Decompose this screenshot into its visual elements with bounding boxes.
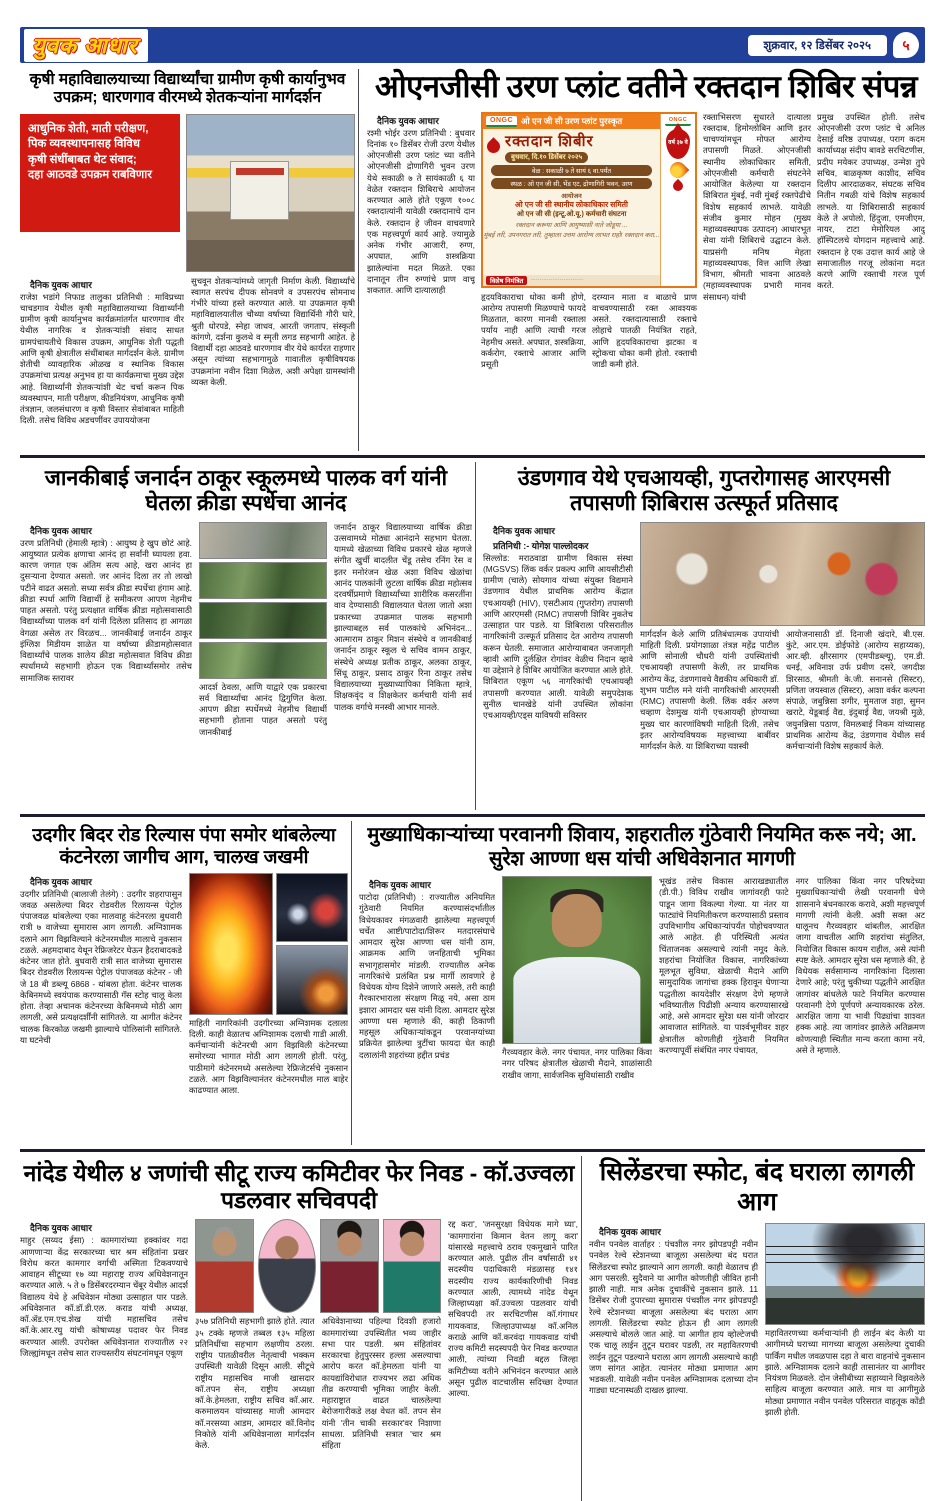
article-column: सुचवून शेतकऱ्यांमध्ये जागृती निर्माण केली. विद्यार्थ्यांचे स्वागत सरपंच दीपक सोनवणे व उपसरपंच सोमनाथ गंभीरे यांच्या हस्ते करण्यात आले. या उपक्रमात कृषी महाविद्यालयातील चौथ्या वर्षाच्या विद्यार्थिनी गौरी घारे, श्रुती धोरपडे, स्नेहा जाधव, आरती जगताप, संस्कृती कांगणे, दर्शना कुलथे व स्मृती लगड सहभागी आहेत. हे विद्यार्थी दहा आठवडे धारणगाव वीर येथे कार्यरत राहणार असून त्यांच्या सहभागामुळे गावातील कृषीविषयक उपक्रमांना नवीन दिशा मिळेल, अशी अपेक्षा ग्रामस्थांनी व्यक्त केली. xyxy=(191,275,356,387)
masthead xyxy=(20,27,925,63)
sports-photo-4 xyxy=(199,642,327,679)
article-column: आयोजनासाठी डॉ. दिनाजी खंदारे, बी.एस. कुंटे, आर.एम. डोईफोडे (आरोग्य सहाय्यक), आर.व्ही. क्षीरसागर (एमपीडब्ल्यू), एम.डी. धनई, अविनाश उर्फ प्रवीण दसरे, जगदीश शिरसाठ, श्रीमती के.जी. सनानसे (सिस्टर), प्रणिता जयस्वाल (सिस्टर), आशा वर्कर कल्पना संपाळे, जबुन्निसा शगीर, मुमताज शहा, सुमन खराटे, येडूबाई वैद्य, इंदुबाई वैद्य, जयश्री मुळे, जयुनन्निसा पठाण, विमलबाई निकम यांच्यासह प्राथमिक आरोग्य केंद्र, उंडणगाव येथील सर्व कर्मचाऱ्यांनी विशेष सहकार्य केले. xyxy=(786,628,925,752)
paper-name-line: दैनिक युवक आधार xyxy=(30,1223,92,1234)
poster-time: वेळ : सकाळी ७ ते सायं ६ वा.पर्यंत xyxy=(491,165,652,176)
article-column: दरम्यान माता व बाळाचे प्राण वाचवण्यासाठी रक्त आवश्यक असते. रक्तदात्यासाठी रक्ताचे लोहाचे पातळी नियंत्रित राहते, आणि हृदयविकाराचा झटका व स्ट्रोकचा धोका कमी होतो. रक्ताची जाडी कमी होते. xyxy=(592,291,697,370)
article-column: उरण प्रतिनिधी (हेमाली म्हात्रे) : आयुष्य हे खुप छोटं आहे. आयुष्यात प्रत्येक क्षणाचा आनंद हा सर्वांनी घ्यायला हवा. कारण जगात एक अंतिम सत्य आहे, खरा आनंद हा दुसऱ्याना देण्यात असतो. जर आनंद दिला तर तो लाखो पटीने वाढत असतो. सध्या सर्वत्र क्रीडा स्पर्धेचा हंगाम आहे. क्रीडा स्पर्धा आणि विद्यार्थी हे समीकरण आपण नेहमीच पाहत असतो. परंतु प्रत्यक्षात वार्षिक क्रीडा महोत्सवासाठी विद्यार्थ्यांच्या पालक वर्ग यांनी दिलेला प्रतिसाद हा आगळा वेगळा असेल तर विरळच... जानकीबाई जनार्दन ठाकूर इंग्लिश मिडीयम शाळेत या वर्षाच्या क्रीडामहोत्सवात विद्यार्थ्यांचे पालक शालेय क्रीडा महोत्सवात विविध क्रीडा स्पर्धांमध्ये सहभागी होऊन एक विद्यार्थ्यांसमोर तसेच सामाजिक स्तरावर xyxy=(20,537,192,683)
article-column: मार्गदर्शन केले आणि प्रतिबंधात्मक उपायांची माहिती दिली. प्रयोगशाळा तंत्रज्ञ महेंद्र पाटील आणि सोनाली चौधरी यांनी उपस्थितांची एचआयव्ही तपासणी केली, तर प्राथमिक आरोग्य केंद्र, उंडणगावचे वैद्यकीय अधिकारी डॉ. शुभम पाटील मने यांनी नागरिकांची आरएमसी (RMC) तपासणी केली. लिंक वर्कर अरुण चव्हाण देशमुख यांनी एचआयव्ही होण्याच्या मुख्य चार कारणांविषयी माहिती दिली, तसेच इतर आरोग्यविषयक महत्त्वाच्या बाबींवर मार्गदर्शन केले. या शिबिराच्या यशस्वी xyxy=(640,628,779,752)
article-container-fire xyxy=(20,821,348,1145)
banner-in-photo xyxy=(230,161,289,219)
page-number-badge: ५ xyxy=(893,32,919,58)
sports-photo-1 xyxy=(199,522,327,559)
sports-photo-2 xyxy=(199,562,327,599)
paper-name-line: दैनिक युवक आधार xyxy=(377,115,439,126)
flame-icon xyxy=(667,158,690,181)
mla-portrait-photo xyxy=(502,876,652,1044)
leader-headshot-4 xyxy=(383,1219,442,1313)
article-column: उदगीर प्रतिनिधी (बालाजी तेलंगे) : उदगीर शहरापासुन जवळ असलेल्या बिदर रोडवरील रिलायन्स पेट्रोल पंपाजवळ थांबलेल्या एका मालवाहू कंटेनरला बुधवारी रात्री ७ वाजेच्या सुमारास आग लागली. अग्निशामक दलाने आग विझविल्याने कंटेनरमधील मालाचे नुकसान टळले. अहमदाबाद येथून रेफ्रिजरेटर घेऊन हैदराबादकडे कंटेनर जात होते. बुधवारी रात्री सात वाजेच्या सुमारास बिदर रोडवरील रिलायन्स पेट्रोल पंपाजवळ कंटेनर - जी जे 18 बी डब्ल्यू 6868 - थांबला होता. कंटेनर चालक केबिनमध्ये स्वयंपाक करण्यासाठी गॅस स्टोह चालू केला होता. तेव्हा अचानक कंटेनरच्या केबिनमध्ये मोठी आग लागली, असे प्रत्यक्षदर्शींनी सांगितले. या आगीत कंटेनर चालक किरकोळ जखमी झाल्याचे पोलिसांनी सांगितले. या घटनेची xyxy=(20,888,182,1045)
column-divider xyxy=(358,69,359,451)
article-headline: उंडणगाव येथे एचआयव्ही, गुप्तरोगासह आरएमसी तपासणी शिबिरास उत्स्फूर्त प्रतिसाद xyxy=(517,466,891,516)
power-lines xyxy=(766,1246,924,1247)
article-agri-program xyxy=(20,69,355,451)
anniversary-drop-badge: वर्ष ३७ वे xyxy=(666,129,690,159)
poster-note: मुंबई तरी, उपनगरात तरी, तुम्हाला उत्तम आरोग्य लाभत राहो! रक्तदान करा... xyxy=(483,231,660,239)
article-school-sports xyxy=(20,462,472,810)
fire-truck-night-photo xyxy=(276,873,348,943)
poster-venue: स्थळ : ओ एन जी सी, भेंड एट, द्रोणागिरी भवन, उरण xyxy=(491,178,652,189)
column-divider xyxy=(351,821,352,1145)
poster-date: बुधवार, दि.१० डिसेंबर २०२५ xyxy=(505,152,588,163)
article-headline: मुख्याधिकाऱ्यांच्या परवानगी शिवाय, शहरातील गुंठेवारी नियमित करू नये; आ. सुरेश आण्णा धस यांची अधिवेशनात मागणी xyxy=(367,824,917,870)
article-column: रक्ताभिसरण सुधारते दात्याला रक्तदाब, हिमोग्लोबिन आणि इतर चाचण्यांमधून मोफत आरोग्य तपासणी मिळते. ओएनजीसी स्थानीय लोकाधिकार समिती, ओएनजीसी कर्मचारी संघटनेने आयोजित केलेल्या या रक्तदान शिबिरात मुंबई, नवी मुंबई रक्तपेढीचे विशेष सहकार्य लाभले. यावेळी संजीव कुमार मोहन (मुख्य महाव्यवस्थापक उत्पादन) आधारभूत सेवा यांनी शिबिराचे उद्घाटन केले. याप्रसंगी मनिष मेहता महाव्यवस्थापक, वित्त आणि लेखा विभाग, श्रीमती भावना आठवले (महाव्यवस्थापक प्रभारी मानव संसाधन) यांची xyxy=(703,111,811,302)
article-cylinder-blast xyxy=(589,1156,925,1501)
portrait-shirt xyxy=(513,957,640,1043)
portrait-face xyxy=(552,894,602,947)
leader-headshot-1 xyxy=(195,1219,254,1313)
article-column: भूखंड तसेच विकास आराखड्यातील (डी.पी.) विविध राखीव जागांवरही फाटे पाडून जागा विकल्या गेल्या. या नंतर या फाट्यांचे नियमितीकरण करण्यासाठी प्रस्ताव उपविभागीय अधिकाऱ्यांपर्यंत पोहोचवण्यात आले आहेत. ही परिस्थिती अत्यंत चिंताजनक असल्याचे त्यांनी नमूद केले. शहरांचा नियोजित विकास, नागरिकांच्या मूलभूत सुविधा, खेळाची मैदाने आणि सामुदायिक जागांचा हक्क हिरावून घेणाऱ्या पद्धतीला कायदेशीर संरक्षण देणे म्हणजे भविष्यातील पिढीशी अन्याय करण्यासारखे आहे, असे आमदार सुरेश धस यांनी जोरदार आवाजात सांगितले. या पार्श्वभूमीवर शहर क्षेत्रातील कोणतीही गुंठेवारी नियमित करण्यापूर्वी संबंधित नगर पंचायत, xyxy=(659,876,789,1055)
section-rule xyxy=(20,1149,925,1152)
newspaper-logo xyxy=(24,29,148,62)
paper-name-line: दैनिक युवक आधार xyxy=(30,876,92,887)
article-column: ३५७ प्रतिनिधी सहभागी झाले होते. त्यात ३५ टक्के म्हणजे तब्बल १३५ महिला प्रतिनिधींचा सहभाग लक्षणीय ठरला. राष्ट्रीय पातळीवरील नेतृत्वाची भक्कम उपस्थिती यावेळी दिसून आली. सीटूचे राष्ट्रीय महासचिव माजी खासदार कॉ.तपन सेन, राष्ट्रीय अध्यक्षा कॉ.के.हेमलता, राष्ट्रीय सचिव कॉ.आर. करुमालयन यांच्यासह माजी आमदार कॉ.नरसय्या आडम, आमदार कॉ.विनोद निकोले यांनी अधिवेशनाला मार्गदर्शन केले. xyxy=(195,1316,315,1450)
container-fire-photo xyxy=(189,873,273,1015)
article-headline: कृषी महाविद्यालयाच्या विद्यार्थ्यांचा ग्रामीण कृषी कार्यानुभव उपक्रम; धारणगाव वीरमध्ये शेतकऱ्यांना मार्गदर्शन xyxy=(29,71,346,107)
article-column: पाटोदा (प्रतिनिधी) : राज्यातील अनियमित गुंठेवारी नियमित करण्यासंदर्भातील विधेयकावर मंगळवारी झालेल्या महत्त्वपूर्ण चर्चेत आष्टी/पाटोदा/शिरूर मतदारसंघाचे आमदार सुरेश आण्णा धस यांनी ठाम, आक्रमक आणि जनहिताची भूमिका सभागृहासमोर मांडली. राज्यातील अनेक नागरिकांचे प्रलंबित प्रश्न मार्गी लावणारे हे विधेयक योग्य दिशेने जाणारे असले, तरी काही गैरकारभाराला संरक्षण मिळू नये, असा ठाम इशारा आमदार धस यांनी दिला. आमदार सुरेश आण्णा धस म्हणाले की, काही ठिकाणी महसूल अधिकाऱ्यांकडून परवानग्यांच्या प्रक्रियेत झालेल्या त्रुटींचा फायदा घेत काही दलालांनी शहरांच्या हद्दीत प्रचंड xyxy=(359,892,495,1060)
paper-name-line: दैनिक युवक आधार xyxy=(30,279,92,290)
article-column: नवीन पनवेल वार्ताहर : पंचशील नगर झोपडपट्टी नवीन पनवेल रेल्वे स्टेशनच्या बाजूला असलेल्या बंद घरात सिलेंडरचा स्फोट झाल्याने आग लागली. काही वेळातच ही आग पसरली. सुदैवाने या आगीत कोणतीही जीवित हानी झाली नाही. मात्र अनेक दुचाकींचे नुकसान झाले. 11 डिसेंबर रोजी दुपारच्या सुमारास पंचशील नगर झोपडपट्टी रेल्वे स्टेशनच्या बाजूला असलेल्या बंद घराला आग लागली. सिलेंडरचा स्फोट होऊन ही आग लागली असल्याचे बोलले जात आहे. या आगीत हाय व्होल्टेजची एक चालू लाईन तुटून घरावर पडली, तर महावितरणची लाईन तुटून पडल्याने घराला आग लागली असल्याचे काही जण सांगत आहेत. त्यानंतर मोठ्या प्रमाणात आग भडकली. यावेळी नवीन पनवेल अग्निशामक दलाच्या दोन गाड्या घटनास्थळी दाखल झाल्या. xyxy=(589,1239,758,1396)
edition-date: शुक्रवार, १२ डिसेंबर २०२५ xyxy=(748,35,887,56)
article-column: रश्मी भोईर उरण प्रतिनिधी : बुधवार दिनांक १० डिसेंबर रोजी उरण येथील ओएनजीसी उरण प्लांट च्या वतीने ओएनजीसी द्रोणागिरी भुवन उरण येथे सकाळी ७ ते सायंकाळी ६ या वेळेत रक्तदान शिबिराचे आयोजन करण्यात आले होते एकूण १००८ रक्तदात्यांनी यावेळी रक्तदानाचे दान केले. रक्तदान हे जीवन वाचवणारे एक महत्त्वपूर्ण कार्य आहे. ज्यामुळे अनेक गंभीर आजारी, रुग्ण, अपघात, आणि शस्त्रक्रिया झालेल्यांना मदत मिळते. एका दानातून तीन रुग्णांचे प्राण वाचू शकतात. आणि दात्यालाही xyxy=(367,127,475,296)
agri-group-photo xyxy=(186,114,355,272)
article-headline: उदगीर बिदर रोड रिल्यास पंपा समोर थांबलेल्या कंटनेरला जागीच आग, चालख जखमी xyxy=(32,824,336,867)
column-divider xyxy=(581,1156,582,1501)
poster-footer-smallprint: ····························· xyxy=(530,277,584,284)
article-column: माहिती नागरिकांनी उदगीरच्या अग्निशमक दलाला दिली. काही वेळातच अग्निशामक दलाची गाडी आली. कर्मचाऱ्यांनी कंटेनरची आग विझविली कंटेनरच्या समोरच्या भागात मोठी आग लागली होती. परंतु, पाठीमागे कंटेनरमध्ये असलेल्या रेफ्रिजेटर्सचे नुकसान टळले. आग विझविल्यानंतर कंटेनरमधील माल बाहेर काढण्यात आला. xyxy=(189,1017,348,1096)
article-hiv-camp xyxy=(483,462,925,810)
poster-note: रक्तदान करूया आणि आयुष्याशी नाते जोडूया ... xyxy=(515,221,628,229)
poster-sponsor-line: ओ एन जी सी उरण प्लांट पुरस्कृत xyxy=(521,115,623,126)
article-column: माहुर (सय्यद ईसा) : कामगारांच्या हक्कांवर गदा आणणाऱ्या केंद्र सरकारच्या चार श्रम संहितांना प्रखर विरोध करत कामगार वर्गाची अस्मिता टिकवण्याचे आवाहन सीटूच्या १७ व्या महाराष्ट्र राज्य अधिवेशनातून करण्यात आले. ५ ते ७ डिसेंबरदरम्यान चेंबूर येथील आदर्श विद्यालय येथे हे अधिवेशन मोठ्या उत्साहात पार पडले. अधिवेशनात कॉ.डॉ.डी.एल. कराड यांची अध्यक्ष, कॉ.ॲड.एम.एच.शेख यांची महासचिव तसेच कॉ.के.आर.रघु यांची कोषाध्यक्ष पदावर फेर निवड करण्यात आली. उपरोक्त अधिवेशनात राज्यातील २२ जिल्ह्यांमधून तसेच सात राज्यस्तरीय संघटनांमधून एकूण xyxy=(20,1235,188,1358)
poster-side-strip xyxy=(660,114,695,286)
paper-name-line: दैनिक युवक आधार xyxy=(599,1227,661,1237)
article-headline: जानकीबाई जनार्दन ठाकूर स्कूलमध्ये पालक वर्ग यांनी घेतला क्रीडा स्पर्धेचा आनंद xyxy=(44,466,448,516)
article-column: सिल्लोड: मराठवाडा ग्रामीण विकास संस्था (MGSVS) लिंक वर्कर प्रकल्प आणि आयसीटीसी ग्रामीण (चाले) सोयगाव यांच्या संयुक्त विद्यमाने उंडणगाव येथील प्राथमिक आरोग्य केंद्रात एचआयव्ही (HIV), एसटीआय (गुप्तरोग) तपासणी आणि आरएमसी (RMC) तपासणी शिबिर नुकतेच उत्साहात पार पडले. या शिबिराला परिसरातील नागरिकांनी उत्स्फूर्त प्रतिसाद देत आरोग्य तपासणी करून घेतली. समाजात आरोग्याबाबत जनजागृती व्हावी आणि दुर्लक्षित रोगांवर वेळीच निदान व्हावे या उद्देशाने हे शिबिर आयोजित करण्यात आले होते. शिबिरात एकूण ५६ नागरिकांची एचआयव्ही तपासणी करण्यात आली. यावेळी समुपदेशक सुनील चानखेडे यांनी उपस्थित लोकांना एचआयव्ही/एड्स याविषयी सविस्तर xyxy=(483,552,633,721)
article-column: आदर्श ठेवला, आणि याद्वारे एक प्रकारचा सर्व विद्यार्थ्यांचा आनंद द्विगुणित केला. आपण क्रीडा स्पर्धेमध्ये नेहमीच विद्यार्थी सहभागी होताना पाहत असतो परंतु जानकीबाई xyxy=(199,681,327,737)
article-column: जनार्दन ठाकूर विद्यालयाच्या वार्षिक क्रीडा उत्सवामध्ये मोठ्या आनंदाने सहभाग घेतला. यामध्ये खेळाच्या विविध प्रकारचे खेळ म्हणजे संगीत खुर्ची बादलीत चेंडू तसेच रनिंग रेस व इतर मनोरंजन खेळ अशा विविध खेळांचा आनंद पालकांनी लुटला वार्षिक क्रीडा महोत्सव दरवर्षीप्रमाणे विद्यार्थ्यांच्या शारीरिक कसरतींना वाव देण्यासाठी विद्यालयात घेतला जातो अशा प्रकारच्या उपक्रमात पालक सहभागी झाल्याबद्दल सर्व पालकांचे अभिनंदन... आत्माराम ठाकूर मिशन संस्थेचे व जानकीबाई जनार्दन ठाकूर स्कूल चे सचिव वामन ठाकूर, संस्थेचे अध्यक्ष प्रतीक ठाकूर, अलका ठाकूर, सिंधू ठाकूर, प्रसाद ठाकूर रिना ठाकूर तसेच विद्यालयाच्या मुख्याध्यापिका निकिता म्हात्रे, शिक्षकवृंद व शिक्षकेतर कर्मचारी यांनी सर्व पालक वर्गाचे मनस्वी आभार मानले. xyxy=(334,521,472,712)
paper-name-line: दैनिक युवक आधार xyxy=(493,525,555,536)
blood-drop-icon xyxy=(671,179,685,193)
blood-drop-icon xyxy=(484,137,502,155)
article-headline: ओएनजीसी उरण प्लांट वतीने रक्तदान शिबिर संपन्न xyxy=(374,69,918,104)
poster-organizer-2: ओ एन जी सी (इन्टू.ओ.यू.) कर्मचारी संघटना xyxy=(516,210,627,218)
article-column: महावितरणच्या कर्मचाऱ्यांनी ही लाईन बंद केली या आगीमध्ये घराच्या मागच्या बाजूला असलेल्या दुचाकी पार्किंग मधील जवळपास दहा ते बारा वाहनांचे नुकसान झाले. अग्निशामक दलाने काही तासानंतर या आगीवर नियंत्रण मिळवले. दोन जेसीबीच्या सहाय्याने विझवलेले साहित्य बाजूला करण्यात आले. मात्र या आगीमुळे मोठ्या प्रमाणात नवीन पनवेल परिसरात वाहतूक कोंडी झाली होती. xyxy=(765,1328,925,1417)
poster-organizer-label: आयोजन xyxy=(561,192,582,200)
sports-photo-3 xyxy=(199,602,327,639)
blood-camp-poster xyxy=(481,112,697,288)
column-divider xyxy=(475,462,476,810)
article-blood-donation xyxy=(367,69,925,451)
ongc-logo: ONGC xyxy=(486,116,517,127)
poster-footer-label: विशेष निमंत्रित xyxy=(486,276,527,285)
ongc-logo: ONGC xyxy=(665,116,692,126)
paper-name-line: दैनिक युवक आधार xyxy=(369,880,431,891)
newspaper-logo-text: युवक आधार xyxy=(32,32,138,58)
article-gunthewari-demand xyxy=(359,821,925,1145)
highlight-infobox: आधुनिक शेती, माती परीक्षण, पिक व्यवस्थापनासह विविध कृषी संधींबाबत थेट संवाद; दहा आठवडे उपक्रम राबविणार xyxy=(20,114,180,232)
article-column: गैरव्यवहार केले. नगर पंचायत, नगर पालिका किंवा नगर परिषद क्षेत्रातील खेळाची मैदाने, शाळांसाठी राखीव जागा, सार्वजनिक सुविधांसाठी राखीव xyxy=(502,1047,652,1080)
paper-name-line: दैनिक युवक आधार xyxy=(30,525,92,536)
article-column: रद्द करा', 'जनसुरक्षा विधेयक मागे घ्या', 'कामगारांना किमान वेतन लागू करा' यांसारखे महत्त्वाचे ठराव एकमुखाने पारित करण्यात आले. पुढील तीन वर्षांसाठी ४१ सदस्यीय पदाधिकारी मंडळासह १४१ सदस्यीय राज्य कार्यकारिणीची निवड करण्यात आली, त्यामध्ये नांदेड येथून जिल्हाध्यक्षा कॉ.उज्वला पडलवार यांची सचिवपदी तर सरचिटणीस कॉ.गंगाधर गायकवाड, जिल्हाउपाध्यक्ष कॉ.अनिल कराळे आणि कॉ.करवंदा गायकवाड यांची राज्य कमिटी सदस्यपदी फेर निवड करण्यात आली, त्यांच्या निवडी बद्दल जिल्हा कमिटीच्या वतीने अभिनंदन करण्यात आले असून पुढील वाटचालीस सदिच्छा देण्यात आल्या. xyxy=(448,1219,578,1398)
article-headline: नांदेड येथील ४ जणांची सीटू राज्य कमिटीवर फेर निवड - कॉ.उज्वला पडलवार सचिवपदी xyxy=(23,1160,575,1214)
article-column: अधिवेशनाच्या पहिल्या दिवशी हजारो कामगारांच्या उपस्थितीत भव्य जाहीर सभा पार पडली. श्रम संहितांवर सरकारचा हेतुपुरस्सर हल्ला असल्याचा आरोप करत कॉ.हेमलता यांनी या कायद्यांविरोधात राज्यभर लढा अधिक तीव्र करण्याची भूमिका जाहीर केली. महाराष्ट्रात वाढत चाललेल्या बेरोजगारीकडे लक्ष वेधत कॉ. तपन सेन यांनी 'तीन चाकी सरकार'वर निशाणा साधला. प्रतिनिधी सत्रात 'चार श्रम संहिता xyxy=(321,1316,441,1450)
poster-title: रक्तदान शिबीर xyxy=(505,132,594,150)
article-column: प्रमुख उपस्थित होती. तसेच ओएनजीसी उरण प्लांट चे अनिल देसाई वरिष्ठ उपाध्यक्ष, पराग कदम कार्याध्यक्ष संदीप बावडे सरचिटणीस, प्रदीप मयेकर उपाध्यक्ष, उन्मेश तुपे सचिव, बाळकृष्ण काशीद, सचिव दिलीप आरदाळकर, संघटक सचिव नितीन गबळी यांचे विशेष सहकार्य लाभले. या शिबिरासाठी सहकार्य केले ते अपोलो, हिंदुजा, एमजीएम, नायर, टाटा मेमोरियल आदु हॉस्पिटलचे योगदान महत्त्वाचे आहे. रक्तदान हे एक उदात्त कार्य आहे जे समाजातील गरजू लोकांना मदत करणे आणि रक्ताची गरज पूर्ण करते. xyxy=(817,111,925,291)
poster-organizer-1: ओ एन जी सी स्थानीय लोकाधिकार समिती xyxy=(515,199,628,209)
leader-headshot-2 xyxy=(258,1219,317,1313)
byline: प्रतिनिधी :- योगेश पाल्लोदकर xyxy=(493,540,589,551)
house-fire-smoke-photo xyxy=(765,1223,925,1325)
article-column: हृदयविकाराचा धोका कमी होणे, आरोग्य तपासणी मिळण्याचे फायदे मिळतात, कारण मानवी रक्ताला पर्याय नाही आणि त्याची गरज नेहमीच असते. अपघात, शस्त्रक्रिया, कर्करोग, रक्ताचे आजार आणि प्रसूती xyxy=(481,291,586,370)
article-column: नगर पालिका किंवा नगर परिषदेच्या मुख्याधिकाऱ्यांची लेखी परवानगी घेणे शासनाने बंधनकारक करावे, अशी महत्त्वपूर्ण मागणी त्यांनी केली. अशी सक्त अट घालूनच गैरव्यवहार थांबतील, आरक्षित जागा वाचतील आणि शहरांचा संतुलित, नियोजित विकास कायम राहील, असे त्यांनी स्पष्ट केले. आमदार सुरेश धस म्हणाले की, हे विधेयक सर्वसामान्य नागरिकांना दिलासा देणारे आहे; परंतु चुकीच्या पद्धतीने आरक्षित जागांवर बांधलेले फाटे नियमित करण्यास परवानगी देणे पूर्णपणे अन्यायकारक ठरेल. आरक्षित जागा या भावी पिढ्यांचा शाश्वत हक्क आहे. त्या जागांवर झालेले अतिक्रमण कोणत्याही स्थितीत मान्य करता कामा नये, असे ते म्हणाले. xyxy=(795,876,925,1055)
hiv-camp-group-photo xyxy=(640,522,925,626)
leader-headshot-3 xyxy=(320,1219,379,1313)
article-column: राजेश भडांगे निफाड तालुका प्रतिनिधी : माविप्रच्या चाचडगाव येथील कृषी महाविद्यालयाच्या विद्यार्थ्यांनी ग्रामीण कृषी कार्यानुभव कार्यक्रमांतर्गत धारणगाव वीर येथील नागरिक व शेतकऱ्यांशी संवाद साधत ग्रामपंचायतीचे विकास उपक्रम, आधुनिक शेती पद्धती आणि कृषी क्षेत्रातील संधींबाबत मार्गदर्शन केले. ग्रामीण शेतीची व्यावहारिक ओळख व स्थानिक विकास उपक्रमांचा प्रत्यक्ष अनुभव हा या कार्यक्रमाचा मुख्य उद्देश आहे. विद्यार्थ्यांनी शेतकऱ्यांशी थेट चर्चा करून पिक व्यवस्थापन, माती परीक्षण, कीडनियंत्रण, आधुनिक कृषी तंत्रज्ञान, जलसंधारण व कृषी विस्तार सेवांबाबत माहिती दिली. तसेच विविध अडचणींवर उपाययोजना xyxy=(20,291,185,426)
article-citu-convention xyxy=(20,1156,578,1501)
article-headline: सिलेंडरचा स्फोट, बंद घराला लागली आग xyxy=(599,1158,915,1216)
fire-smoke-night-photo xyxy=(276,945,348,1015)
